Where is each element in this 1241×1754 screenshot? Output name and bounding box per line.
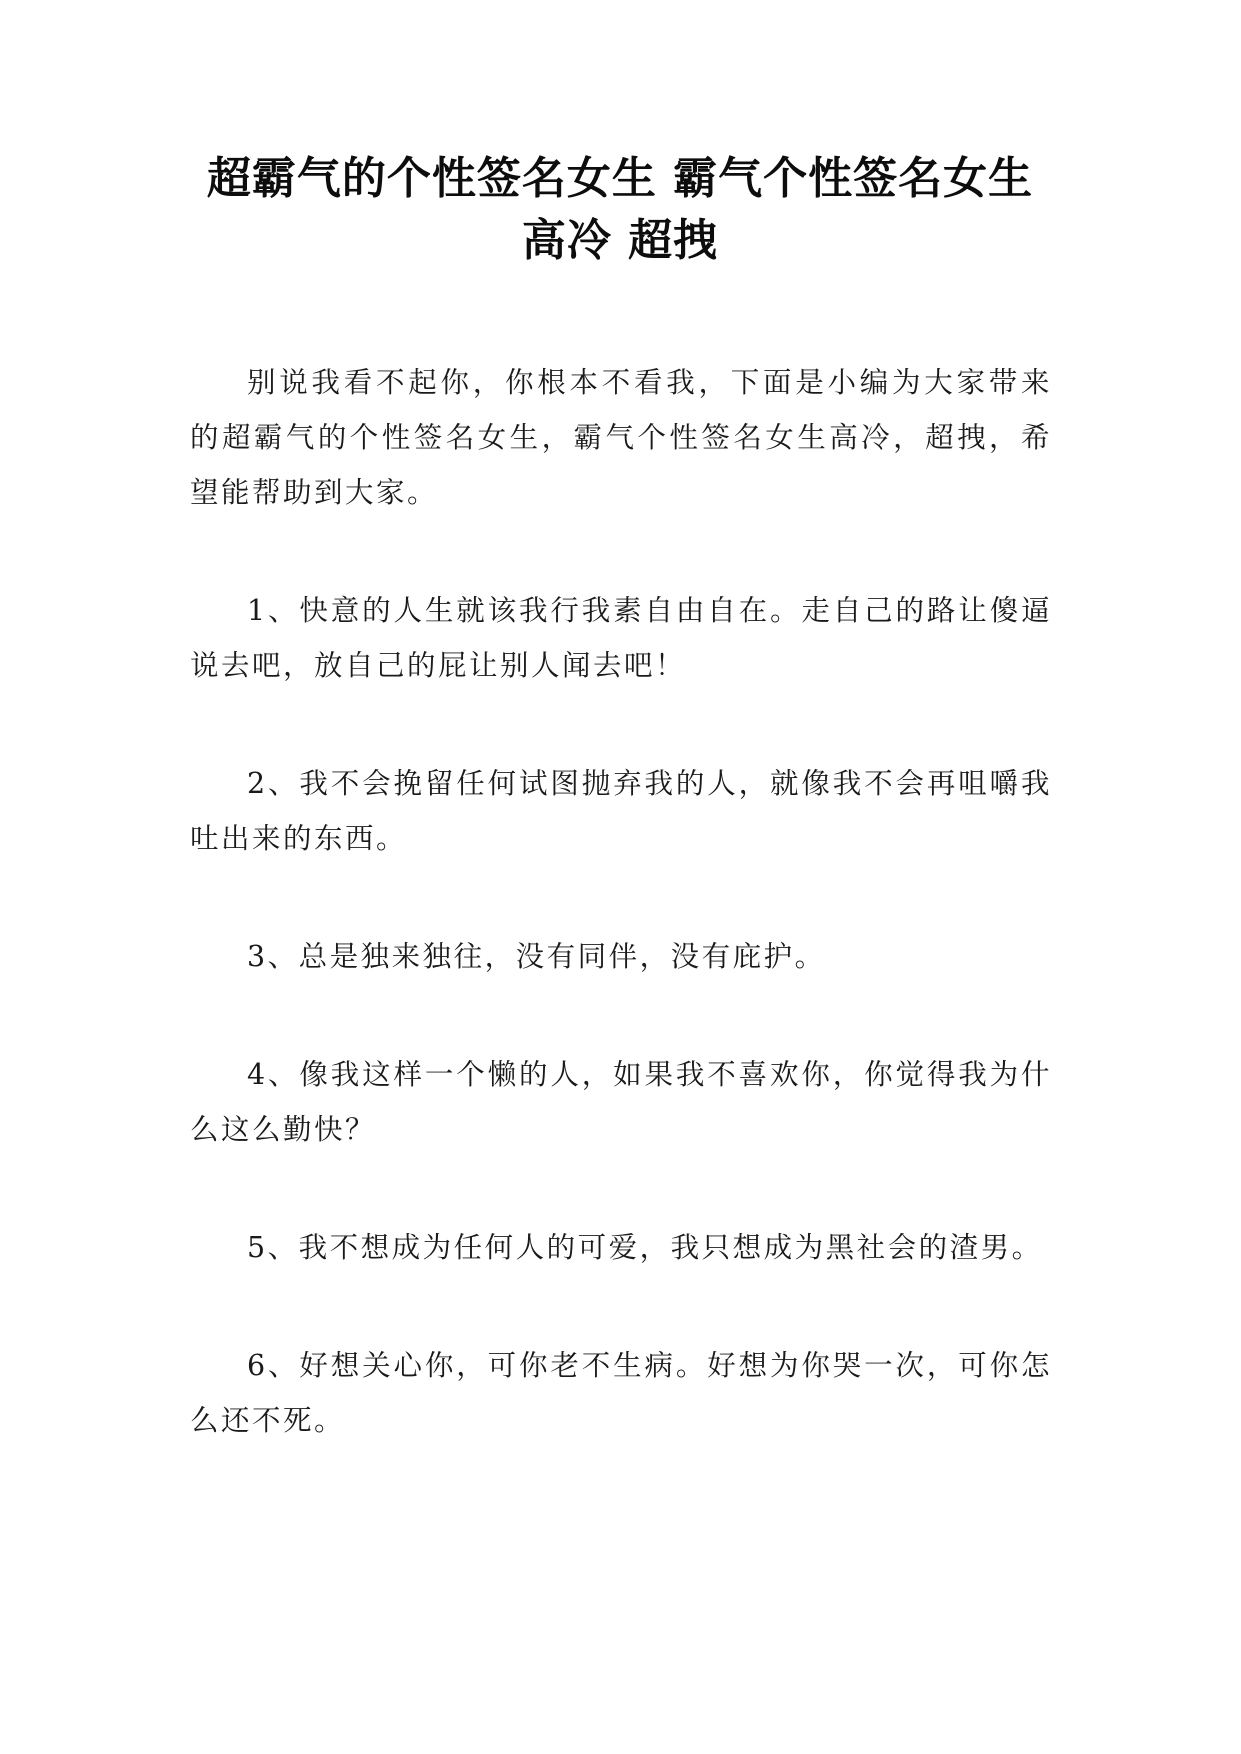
signature-item-3: 3、总是独来独往，没有同伴，没有庇护。 xyxy=(247,940,826,973)
document-body xyxy=(190,355,1052,1448)
paragraph-gap xyxy=(190,866,1052,929)
intro-paragraph: 别说我看不起你，你根本不看我，下面是小编为大家带来的超霸气的个性签名女生，霸气个性签名女生高冷，超拽，希望能帮助到大家。 xyxy=(190,366,1052,509)
signature-item-6: 6、好想关心你，可你老不生病。好想为你哭一次，可你怎么还不死。 xyxy=(190,1349,1052,1437)
paragraph-gap xyxy=(190,984,1052,1047)
paragraph-gap xyxy=(190,1157,1052,1220)
paragraph-gap xyxy=(190,1275,1052,1338)
title-line-1: 超霸气的个性签名女生 霸气个性签名女生 xyxy=(206,153,1034,204)
document-title xyxy=(160,148,1080,272)
title-line-2: 高冷 超拽 xyxy=(521,215,719,266)
paragraph-gap xyxy=(190,520,1052,583)
signature-item-5: 5、我不想成为任何人的可爱，我只想成为黑社会的渣男。 xyxy=(247,1231,1043,1264)
paragraph-gap xyxy=(190,693,1052,756)
signature-item-4: 4、像我这样一个懒的人，如果我不喜欢你，你觉得我为什么这么勤快？ xyxy=(190,1058,1052,1146)
signature-item-2: 2、我不会挽留任何试图抛弃我的人，就像我不会再咀嚼我吐出来的东西。 xyxy=(190,767,1052,855)
signature-item-1: 1、快意的人生就该我行我素自由自在。走自己的路让傻逼说去吧，放自己的屁让别人闻去吧！ xyxy=(190,594,1052,682)
